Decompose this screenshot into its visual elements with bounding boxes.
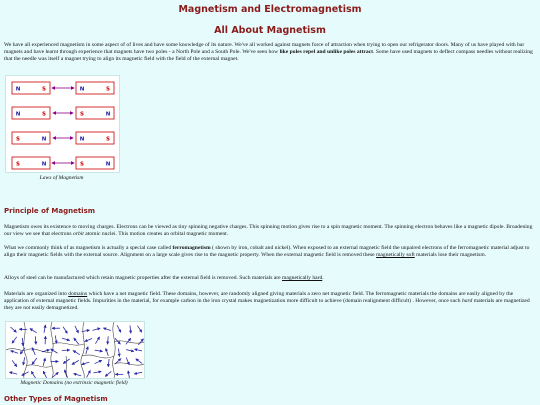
p2-b: ( shown by iron, cobalt and nickel). When exposed to an external magnetic field the unpaired electrons of the ferromagnetic material adjust to align their magnetic fields with the external source. Alignment on a large scale gives rise to the magnetic property. When the external magnetic field is removed these bbox=[4, 245, 530, 258]
domain-arrow bbox=[35, 336, 36, 344]
pole-label: N bbox=[15, 111, 21, 118]
intro-text-b: . Some have used magnets to deflect compass needles without realizing that the needle was itself a magnet trying to align its magnetic field with the field of the external magnet. bbox=[4, 49, 533, 62]
pole-label: N bbox=[105, 111, 111, 118]
p4-hard: hard bbox=[461, 298, 473, 304]
p2-bold: ferromagnetism bbox=[172, 245, 211, 251]
paragraph-domains bbox=[4, 291, 536, 312]
domain-arrow bbox=[22, 372, 29, 376]
domain-arrow bbox=[93, 328, 101, 330]
domain-arrow bbox=[103, 328, 111, 331]
domain-arrow bbox=[93, 372, 101, 373]
paragraph-ferromagnetism bbox=[4, 245, 536, 259]
domain-boundaries bbox=[6, 322, 144, 378]
domain-arrow bbox=[126, 350, 134, 352]
domain-arrow bbox=[44, 325, 46, 333]
domain-arrow bbox=[23, 338, 24, 346]
domain-arrow bbox=[130, 325, 131, 333]
domain-arrow bbox=[86, 347, 88, 355]
section-heading-other-types: Other Types of Magnetism bbox=[4, 395, 108, 403]
paragraph-alloys bbox=[4, 275, 536, 282]
domain-arrow bbox=[12, 360, 17, 366]
domain-arrow bbox=[106, 348, 109, 356]
magnetically-soft-link[interactable]: magnetically soft bbox=[376, 252, 415, 258]
pole-label: N bbox=[105, 161, 111, 168]
domain-arrow bbox=[87, 370, 91, 377]
domain-arrow bbox=[74, 374, 82, 376]
domain-arrow bbox=[82, 362, 90, 364]
domain-arrow bbox=[134, 349, 142, 351]
domain-arrow bbox=[43, 371, 47, 378]
domain-arrow bbox=[134, 372, 142, 374]
domain-arrow bbox=[52, 372, 58, 377]
intro-text-a: We have all experienced magnetism in some aspect of of lives and have some knowledge of its nature. We've all worked against magnets force of attraction when trying to open our refrigerator doors. Many of us have played with bar magnets and have learnt through experience that magnets have two poles - a North Pole and a South Pole. We've seen how bbox=[4, 42, 525, 55]
domain-arrow bbox=[42, 350, 50, 352]
pole-label: N bbox=[15, 86, 21, 93]
pole-label: S bbox=[42, 111, 46, 118]
p4-c: materials are magnetized they are not easily demagnetized. bbox=[4, 298, 530, 311]
domain-arrow bbox=[108, 359, 109, 367]
domains-diagram bbox=[6, 322, 144, 378]
pole-label: S bbox=[106, 86, 110, 93]
paragraph-moving-charges bbox=[4, 224, 536, 238]
domain-arrow bbox=[95, 360, 102, 363]
pole-label: S bbox=[80, 111, 84, 118]
domain-arrow bbox=[72, 360, 79, 364]
intro-bold: like poles repel and unlike poles attract bbox=[279, 49, 374, 55]
domain-arrow bbox=[9, 372, 17, 374]
magnetically-hard-link[interactable]: magnetically hard bbox=[282, 275, 323, 281]
domain-arrow bbox=[95, 350, 103, 351]
pole-label: S bbox=[16, 136, 20, 143]
domain-arrow bbox=[105, 371, 111, 376]
domain-arrow bbox=[117, 325, 121, 332]
domain-arrow bbox=[43, 358, 45, 366]
pole-label: N bbox=[41, 136, 47, 143]
domain-arrow bbox=[12, 337, 17, 344]
domain-arrow bbox=[55, 336, 56, 344]
page-title: All About Magnetism bbox=[214, 25, 326, 36]
p1-b: atomic nuclei. This motion creates an orbital magnetic moment. bbox=[83, 231, 229, 237]
pole-label: S bbox=[42, 86, 46, 93]
domain-arrow bbox=[137, 326, 142, 333]
site-title: Magnetism and Electromagnetism bbox=[178, 4, 362, 15]
p4-b: which have a net magnetic field. These domains, however, are randomly aligned giving materials a zero net magnetic field. The ferromagnetic materials the domains are easily aligned by the application of external magnetic fields. Impurities in the material, for example carbon in the iron crystal makes magnetization more difficult to achieve (domain realignment difficult) . However, once such bbox=[4, 291, 514, 304]
p3-a: Alloys of steel can be manufactured which retain magnetic properties after the external field is removed. Such materials are bbox=[4, 275, 283, 281]
pole-label: N bbox=[79, 136, 85, 143]
p1-a: Magnetism owes its existence to moving charges. Electrons can be viewed as tiny spinning negative charges. This spinning motion gives rise to a spin magnetic moment. The spinning electron behaves like a magnetic dipole. Broadening our view we see that electrons bbox=[4, 224, 533, 237]
domain-arrow bbox=[119, 349, 120, 357]
domain-arrow bbox=[62, 338, 70, 340]
domain-arrow bbox=[62, 350, 70, 351]
domain-arrow bbox=[136, 359, 142, 364]
p1-orbit: orbit bbox=[72, 231, 84, 237]
pole-label: N bbox=[79, 86, 85, 93]
domain-arrow bbox=[32, 358, 37, 364]
figure1-caption: Laws of Magnetism bbox=[39, 175, 84, 181]
intro-paragraph bbox=[4, 42, 536, 63]
pole-label: N bbox=[41, 161, 47, 168]
domain-arrow bbox=[95, 337, 99, 344]
domains-link[interactable]: domains bbox=[68, 291, 88, 297]
p2-a: What we commonly think of as magnetism is actually a special case called bbox=[4, 245, 173, 251]
laws-diagram bbox=[6, 76, 119, 172]
domain-arrow bbox=[85, 339, 92, 342]
p3-b: . bbox=[322, 275, 324, 281]
pole-label: S bbox=[16, 161, 20, 168]
section-heading-principle: Principle of Magnetism bbox=[4, 207, 96, 215]
p2-c: materials lose their magnetism. bbox=[414, 252, 487, 258]
domain-arrow bbox=[138, 339, 143, 345]
domain-arrow bbox=[31, 371, 35, 378]
domain-arrow bbox=[74, 338, 79, 344]
domain-arrow bbox=[30, 329, 37, 333]
domain-arrow bbox=[63, 327, 67, 334]
domain-arrow bbox=[32, 348, 35, 355]
p4-a: Materials are organized into bbox=[4, 291, 69, 297]
pole-label: S bbox=[106, 136, 110, 143]
pole-label: S bbox=[80, 161, 84, 168]
domain-arrow bbox=[108, 336, 109, 344]
domain-arrow bbox=[11, 351, 19, 354]
domain-arrow bbox=[75, 326, 79, 333]
domain-arrow bbox=[128, 371, 129, 378]
laws-of-magnetism-figure bbox=[5, 75, 120, 173]
magnetic-domains-figure bbox=[5, 321, 145, 379]
domain-arrow bbox=[73, 351, 80, 355]
domain-arrow bbox=[11, 327, 17, 332]
domain-arrow bbox=[23, 357, 25, 365]
figure2-caption: Magnetic Domains (no extrinsic magnetic field) bbox=[20, 380, 128, 386]
domain-arrow bbox=[126, 338, 131, 344]
